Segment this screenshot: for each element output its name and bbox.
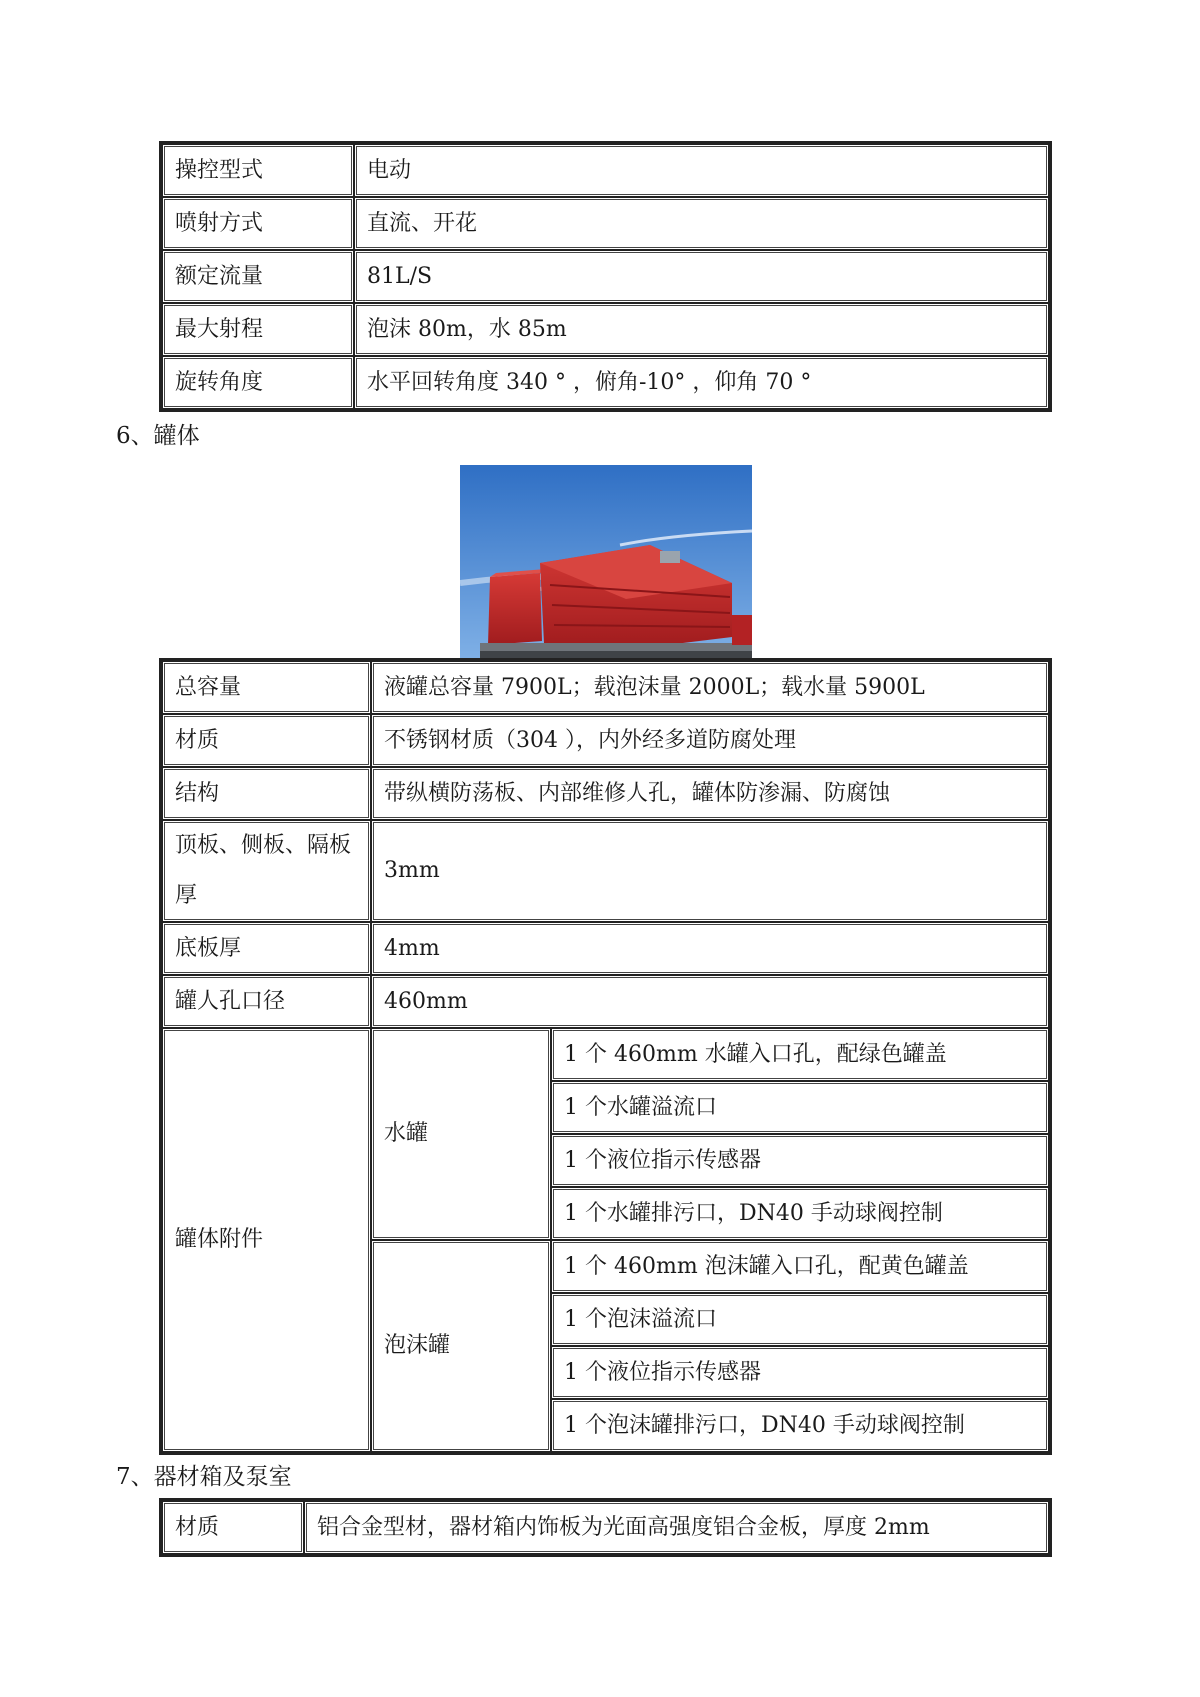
spec-label: 总容量: [162, 661, 371, 714]
spec-value: 3mm: [371, 820, 1049, 922]
spec-value: 直流、开花: [354, 197, 1049, 250]
spec-value: 水平回转角度 340 ° ，俯角-10° ，仰角 70 °: [354, 356, 1049, 409]
accessory-item: 1 个泡沫罐排污口，DN40 手动球阀控制: [551, 1399, 1049, 1452]
water-tank-label: 水罐: [371, 1028, 551, 1240]
table-row: [162, 922, 1049, 975]
spec-value: 带纵横防荡板、内部维修人孔，罐体防渗漏、防腐蚀: [371, 767, 1049, 820]
table-row: [162, 820, 1049, 922]
tank-photo: [460, 465, 752, 659]
table-row: [162, 1028, 1049, 1081]
accessory-item: 1 个水罐溢流口: [551, 1081, 1049, 1134]
table-row: [162, 714, 1049, 767]
accessory-item: 1 个 460mm 水罐入口孔，配绿色罐盖: [551, 1028, 1049, 1081]
accessory-item: 1 个液位指示传感器: [551, 1134, 1049, 1187]
spec-label: 顶板、侧板、隔板厚: [162, 820, 371, 922]
table-row: [162, 250, 1049, 303]
table-row: [162, 975, 1049, 1028]
spec-label: 底板厚: [162, 922, 371, 975]
accessory-item: 1 个 460mm 泡沫罐入口孔，配黄色罐盖: [551, 1240, 1049, 1293]
accessory-item: 1 个泡沫溢流口: [551, 1293, 1049, 1346]
accessory-item: 1 个液位指示传感器: [551, 1346, 1049, 1399]
table-row: [162, 767, 1049, 820]
spec-label: 罐人孔口径: [162, 975, 371, 1028]
table-row: [162, 661, 1049, 714]
tank-photo-graphic: [460, 465, 752, 659]
spec-label: 旋转角度: [162, 356, 354, 409]
spec-label: 材质: [162, 1501, 304, 1554]
table-row: [162, 356, 1049, 409]
spec-label: 最大射程: [162, 303, 354, 356]
table-row: [162, 144, 1049, 197]
section-7-heading: 7、器材箱及泵室: [116, 1464, 292, 1490]
spec-label: 材质: [162, 714, 371, 767]
equipment-box-table: [161, 1500, 1050, 1555]
table-row: [162, 303, 1049, 356]
table-row: [162, 1501, 1049, 1554]
spec-value: 81L/S: [354, 250, 1049, 303]
accessory-item: 1 个水罐排污口，DN40 手动球阀控制: [551, 1187, 1049, 1240]
section-6-heading: 6、罐体: [116, 423, 200, 449]
spec-value: 不锈钢材质（304 ），内外经多道防腐处理: [371, 714, 1049, 767]
spec-label: 额定流量: [162, 250, 354, 303]
spec-label: 结构: [162, 767, 371, 820]
spec-value: 电动: [354, 144, 1049, 197]
spec-label: 操控型式: [162, 144, 354, 197]
spec-label: 喷射方式: [162, 197, 354, 250]
spec-value: 泡沫 80m，水 85m: [354, 303, 1049, 356]
table-row: [162, 197, 1049, 250]
spec-value: 460mm: [371, 975, 1049, 1028]
foam-tank-label: 泡沫罐: [371, 1240, 551, 1452]
nozzle-spec-table: [161, 143, 1050, 410]
accessories-label: 罐体附件: [162, 1028, 371, 1452]
tank-spec-table: [161, 660, 1050, 1453]
spec-value: 液罐总容量 7900L；载泡沫量 2000L；载水量 5900L: [371, 661, 1049, 714]
spec-value: 4mm: [371, 922, 1049, 975]
spec-value: 铝合金型材，器材箱内饰板为光面高强度铝合金板，厚度 2mm: [304, 1501, 1049, 1554]
